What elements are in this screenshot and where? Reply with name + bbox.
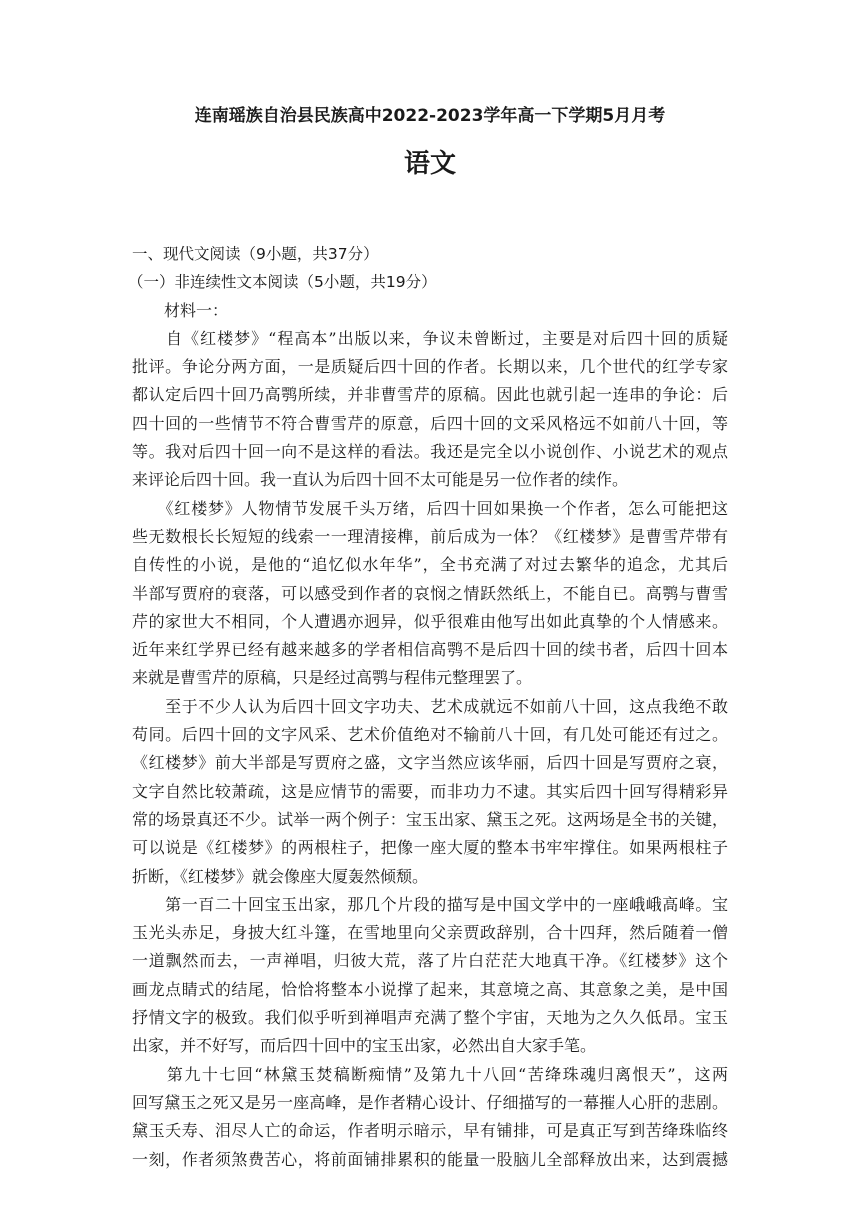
passage-line: 自传性的小说，是他的“追忆似水年华”，全书充满了对过去繁华的追念，尤其后 <box>132 555 728 575</box>
passage-line: 半部写贾府的衰落，可以感受到作者的哀悯之情跃然纸上，不能自已。高鹗与曹雪 <box>132 583 728 603</box>
passage-line: 出家，并不好写，而后四十回中的宝玉出家，必然出自大家手笔。 <box>132 1036 597 1056</box>
passage-line: 《红楼梦》人物情节发展千头万绪，后四十回如果换一个作者，怎么可能把这 <box>132 498 728 518</box>
passage-line: 第一百二十回宝玉出家，那几个片段的描写是中国文学中的一座峨峨高峰。宝 <box>132 894 728 914</box>
passage-line: 近年来红学界已经有越来越多的学者相信高鹗不是后四十回的续书者，后四十回本 <box>132 640 728 660</box>
passage-line: 都认定后四十回乃高鹗所续，并非曹雪芹的原稿。因此也就引起一连串的争论：后 <box>132 385 728 405</box>
passage-line: 第九十七回“林黛玉焚稿断痴情”及第九十八回“苦绛珠魂归离恨天”，这两 <box>132 1064 728 1084</box>
passage-line: 折断，《红楼梦》就会像座大厦轰然倾颓。 <box>132 866 429 886</box>
passage-line: 玉光头赤足，身披大红斗篷，在雪地里向父亲贾政辞别，合十四拜，然后随着一僧 <box>132 923 728 943</box>
passage-line: 一道飘然而去，一声禅唱，归彼大荒，落了片白茫茫大地真干净。《红楼梦》这个 <box>132 951 728 971</box>
passage-line: 常的场景真还不少。试举一两个例子：宝玉出家、黛玉之死。这两场是全书的关键， <box>132 809 728 829</box>
passage-line: 可以说是《红楼梦》的两根柱子，把像一座大厦的整本书牢牢撑住。如果两根柱子 <box>132 838 728 858</box>
passage-line: 来评论后四十回。我一直认为后四十回不太可能是另一位作者的续作。 <box>132 470 629 490</box>
passage-line: 芹的家世大不相同，个人遭遇亦迥异，似乎很难由他写出如此真挚的个人情感来。 <box>132 611 728 631</box>
document-body <box>128 240 728 1174</box>
passage-line: 些无数根长长短短的线索一一理清接榫，前后成为一体？《红楼梦》是曹雪芹带有 <box>132 526 728 546</box>
material-label: 材料一： <box>164 300 229 320</box>
passage-line: 苟同。后四十回的文字风采、艺术价值绝对不输前八十回，有几处可能还有过之。 <box>132 725 728 745</box>
passage-line: 画龙点睛式的结尾，恰恰将整本小说撑了起来，其意境之高、其意象之美，是中国 <box>132 979 728 999</box>
subject-title: 语文 <box>403 149 456 179</box>
passage-text <box>132 325 728 1174</box>
passage-line: 四十回的一些情节不符合曹雪芹的原意，后四十回的文采风格远不如前八十回，等 <box>132 413 728 433</box>
passage-line: 文字自然比较萧疏，这是应情节的需要，而非功力不逮。其实后四十回写得精彩异 <box>132 781 728 801</box>
passage-line: 《红楼梦》前大半部是写贾府之盛，文字当然应该华丽，后四十回是写贾府之衰， <box>132 753 728 773</box>
passage-line: 一刻，作者须煞费苦心，将前面铺排累积的能量一股脑儿全部释放出来，达到震撼 <box>132 1149 728 1169</box>
exam-title: 连南瑶族自治县民族高中2022-2023学年高一下学期5月月考 <box>194 106 666 126</box>
passage-line: 黛玉夭寿、泪尽人亡的命运，作者明示暗示，早有铺排，可是真正写到苦绛珠临终 <box>132 1121 728 1141</box>
subsection-heading: （一）非连续性文本阅读（5小题，共19分） <box>128 273 437 292</box>
passage-line: 自《红楼梦》“程高本”出版以来，争议未曾断过，主要是对后四十回的质疑 <box>132 328 728 348</box>
section-heading: 一、现代文阅读（9小题，共37分） <box>132 245 379 263</box>
passage-line: 批评。争论分两方面，一是质疑后四十回的作者。长期以来，几个世代的红学专家 <box>132 357 728 377</box>
passage-line: 来就是曹雪芹的原稿，只是经过高鹗与程伟元整理罢了。 <box>132 668 533 688</box>
passage-line: 回写黛玉之死又是另一座高峰，是作者精心设计、仔细描写的一幕摧人心肝的悲剧。 <box>132 1092 728 1112</box>
passage-line: 至于不少人认为后四十回文字功夫、艺术成就远不如前八十回，这点我绝不敢 <box>132 696 728 716</box>
passage-line: 抒情文字的极致。我们似乎听到禅唱声充满了整个宇宙，天地为之久久低昂。宝玉 <box>132 1008 728 1028</box>
passage-line: 等。我对后四十回一向不是这样的看法。我还是完全以小说创作、小说艺术的观点 <box>132 442 728 462</box>
